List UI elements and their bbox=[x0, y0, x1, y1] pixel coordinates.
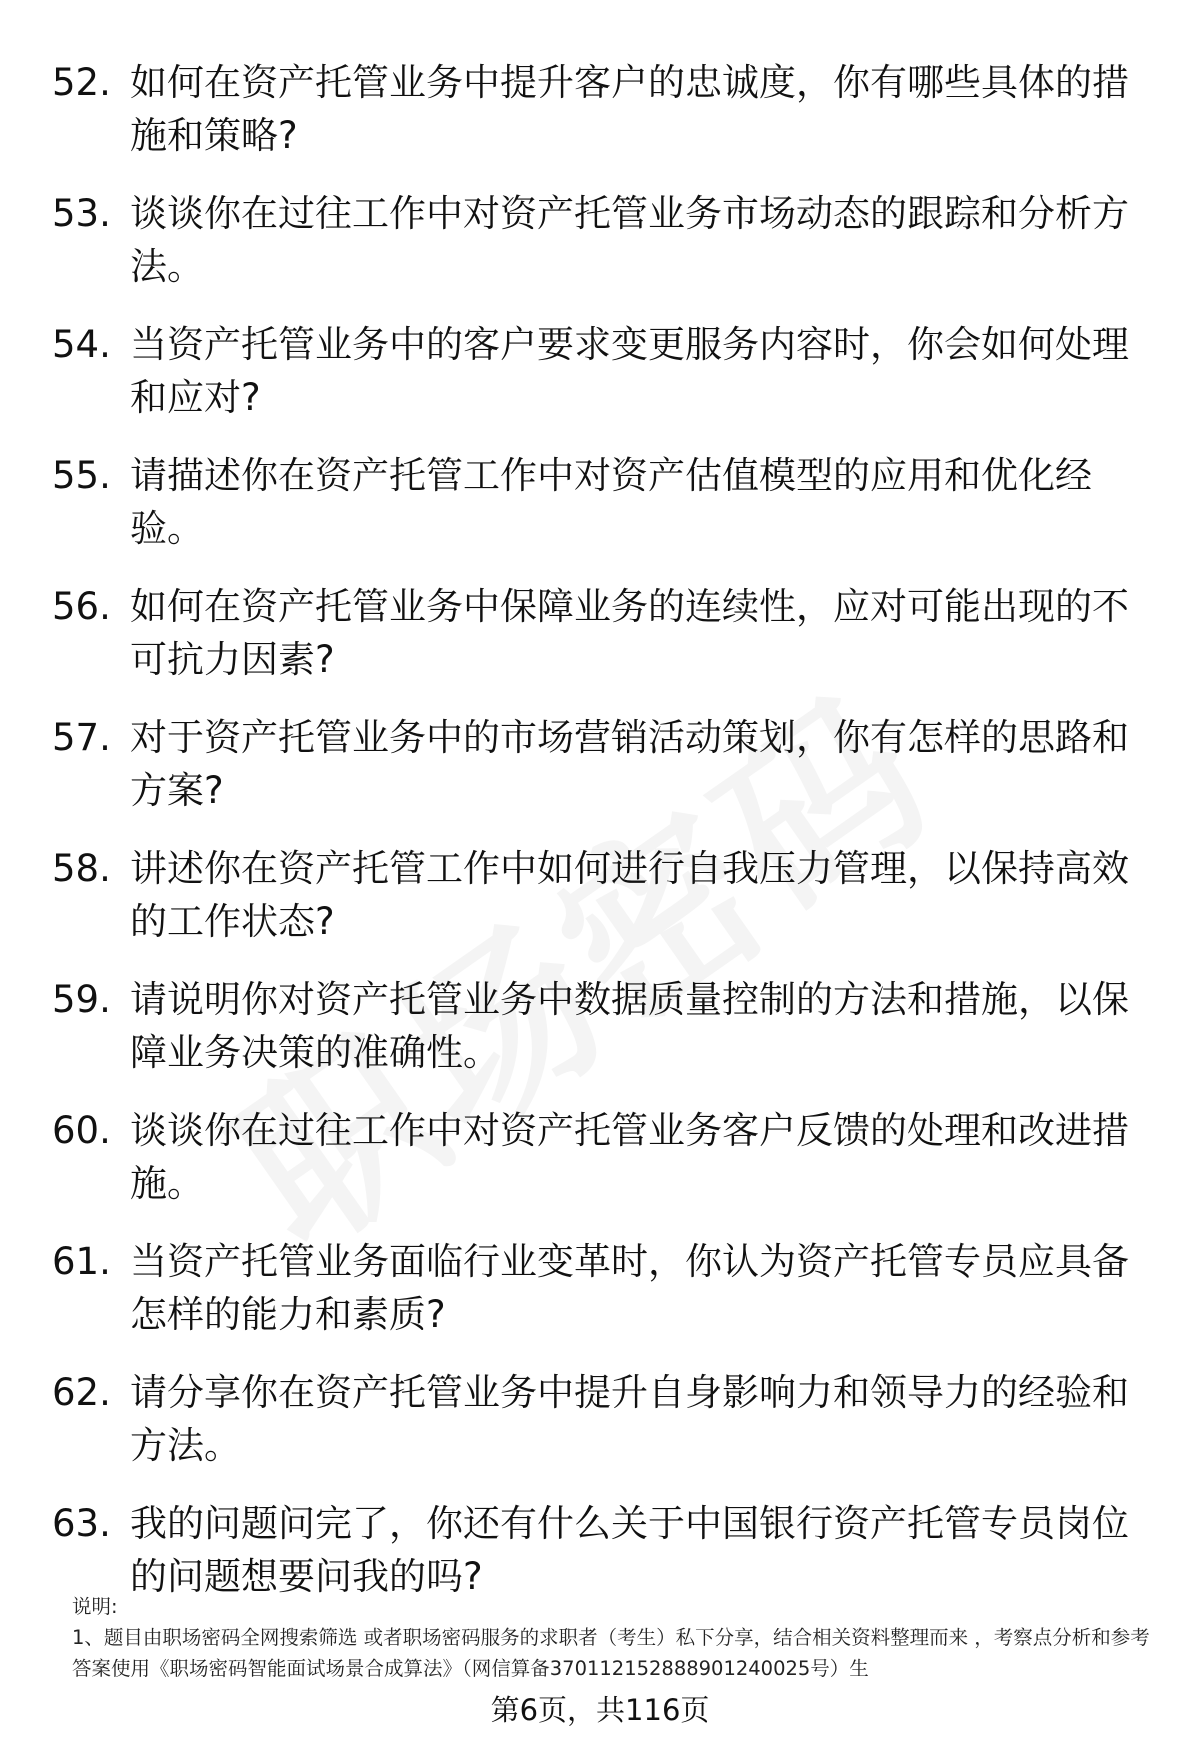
question-number: 58. bbox=[52, 847, 111, 890]
question-item bbox=[0, 580, 1200, 686]
question-item bbox=[0, 318, 1200, 424]
question-item bbox=[0, 187, 1200, 293]
question-number: 55. bbox=[52, 454, 111, 497]
question-item bbox=[0, 711, 1200, 817]
notes-section bbox=[72, 1591, 1152, 1684]
question-number: 59. bbox=[52, 978, 111, 1021]
question-item bbox=[0, 449, 1200, 555]
question-item bbox=[0, 56, 1200, 162]
question-text: 对于资产托管业务中的市场营销活动策划，你有怎样的思路和方案? bbox=[130, 716, 1129, 812]
question-text: 谈谈你在过往工作中对资产托管业务客户反馈的处理和改进措施。 bbox=[130, 1109, 1129, 1205]
question-item bbox=[0, 1497, 1200, 1603]
notes-heading: 说明: bbox=[72, 1595, 118, 1618]
question-item bbox=[0, 1366, 1200, 1472]
question-text: 如何在资产托管业务中提升客户的忠诚度，你有哪些具体的措施和策略? bbox=[130, 61, 1129, 157]
page-footer: 第6页，共116页 bbox=[490, 1693, 710, 1727]
question-list bbox=[0, 56, 1200, 1628]
question-item bbox=[0, 1104, 1200, 1210]
notes-line: 1、题目由职场密码全网搜索筛选 或者职场密码服务的求职者（考生）私下分享，结合相关资料整理而来 ，考察点分析和参考答案使用《职场密码智能面试场景合成算法》（网信算备370112152888901240025号）生 bbox=[72, 1626, 1150, 1680]
question-text: 请分享你在资产托管业务中提升自身影响力和领导力的经验和方法。 bbox=[130, 1371, 1129, 1467]
question-item bbox=[0, 973, 1200, 1079]
question-number: 57. bbox=[52, 716, 111, 759]
question-number: 60. bbox=[52, 1109, 111, 1152]
question-text: 谈谈你在过往工作中对资产托管业务市场动态的跟踪和分析方法。 bbox=[130, 192, 1129, 288]
question-number: 61. bbox=[52, 1240, 111, 1283]
question-number: 56. bbox=[52, 585, 111, 628]
question-number: 62. bbox=[52, 1371, 111, 1414]
question-number: 63. bbox=[52, 1502, 111, 1545]
question-number: 53. bbox=[52, 192, 111, 235]
question-text: 请描述你在资产托管工作中对资产估值模型的应用和优化经验。 bbox=[130, 454, 1092, 550]
question-text: 请说明你对资产托管业务中数据质量控制的方法和措施，以保障业务决策的准确性。 bbox=[130, 978, 1129, 1074]
question-text: 我的问题问完了，你还有什么关于中国银行资产托管专员岗位的问题想要问我的吗? bbox=[130, 1502, 1129, 1598]
question-text: 讲述你在资产托管工作中如何进行自我压力管理，以保持高效的工作状态? bbox=[130, 847, 1129, 943]
question-text: 当资产托管业务面临行业变革时，你认为资产托管专员应具备怎样的能力和素质? bbox=[130, 1240, 1129, 1336]
question-item bbox=[0, 842, 1200, 948]
question-item bbox=[0, 1235, 1200, 1341]
question-text: 当资产托管业务中的客户要求变更服务内容时，你会如何处理和应对? bbox=[130, 323, 1129, 419]
question-number: 54. bbox=[52, 323, 111, 366]
question-text: 如何在资产托管业务中保障业务的连续性，应对可能出现的不可抗力因素? bbox=[130, 585, 1129, 681]
question-number: 52. bbox=[52, 61, 111, 104]
